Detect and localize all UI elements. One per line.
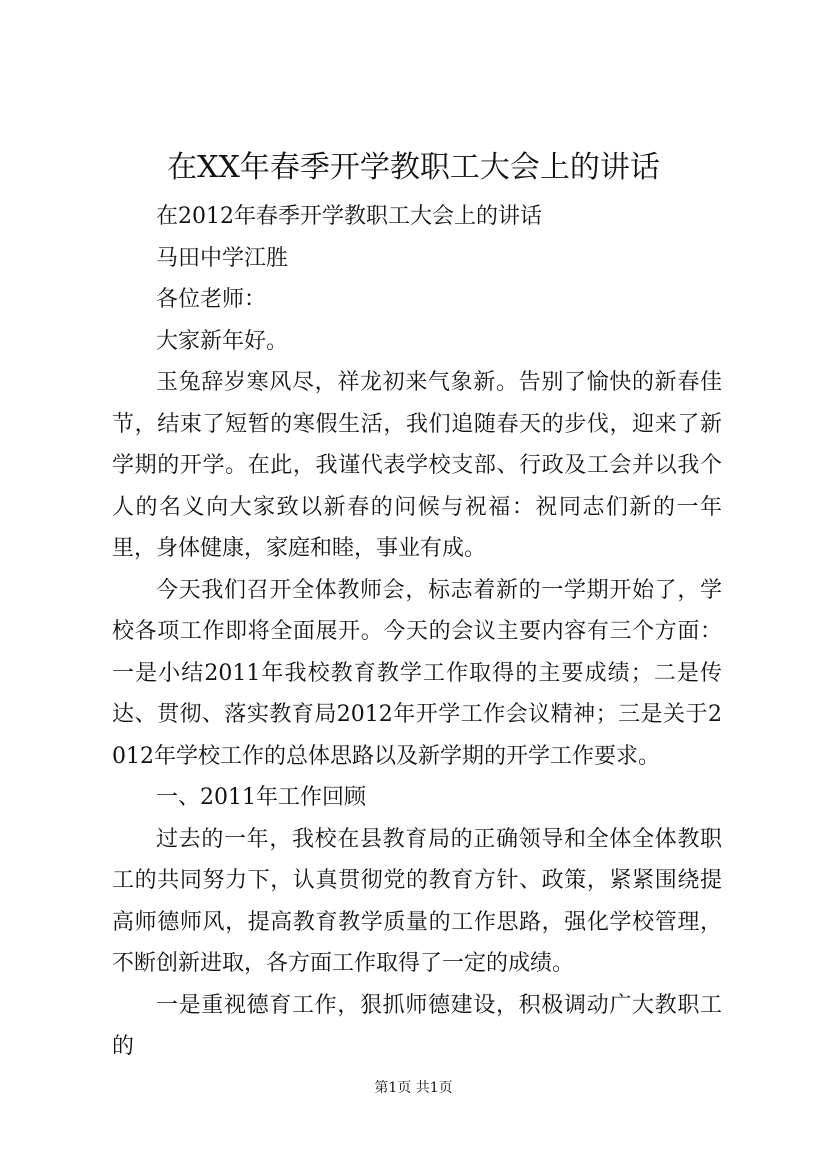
author-line: 马田中学江胜: [156, 245, 289, 271]
greeting-line: 大家新年好。: [156, 328, 289, 354]
paragraph-moral-education: 一是重视德育工作，狠抓师德建设，积极调动广大教职工的: [112, 992, 722, 1059]
paragraph-review: 过去的一年，我校在县教育局的正确领导和全体全体教职工的共同努力下，认真贯彻党的教育方针、政策，紧紧围绕提高师德师风，提高教育教学质量的工作思路，强化学校管理，不断创新进取，各方面工作取得了一定的成绩。: [112, 826, 722, 976]
page-footer: 第1页 共1页: [374, 1080, 453, 1096]
paragraph-new-year: 玉兔辞岁寒风尽，祥龙初来气象新。告别了愉快的新春佳节，结束了短暂的寒假生活，我们追随春天的步伐，迎来了新学期的开学。在此，我谨代表学校支部、行政及工会并以我个人的名义向大家致以新春的问候与祝福：祝同志们新的一年里，身体健康，家庭和睦，事业有成。: [112, 370, 722, 561]
subtitle-line: 在2012年春季开学教职工大会上的讲话: [156, 204, 542, 229]
salutation-line: 各位老师：: [156, 287, 267, 312]
document-body: [112, 196, 722, 1068]
document-title: 在XX年春季开学教职工大会上的讲话: [167, 150, 660, 185]
section-heading-review: 一、2011年工作回顾: [156, 785, 366, 810]
paragraph-meeting-agenda: 今天我们召开全体教师会，标志着新的一学期开始了，学校各项工作即将全面展开。今天的会议主要内容有三个方面：一是小结2011年我校教育教学工作取得的主要成绩；二是传达、贯彻、落实教育局2012年开学工作会议精神；三是关于2012年学校工作的总体思路以及新学期的开学工作要求。: [112, 577, 722, 769]
